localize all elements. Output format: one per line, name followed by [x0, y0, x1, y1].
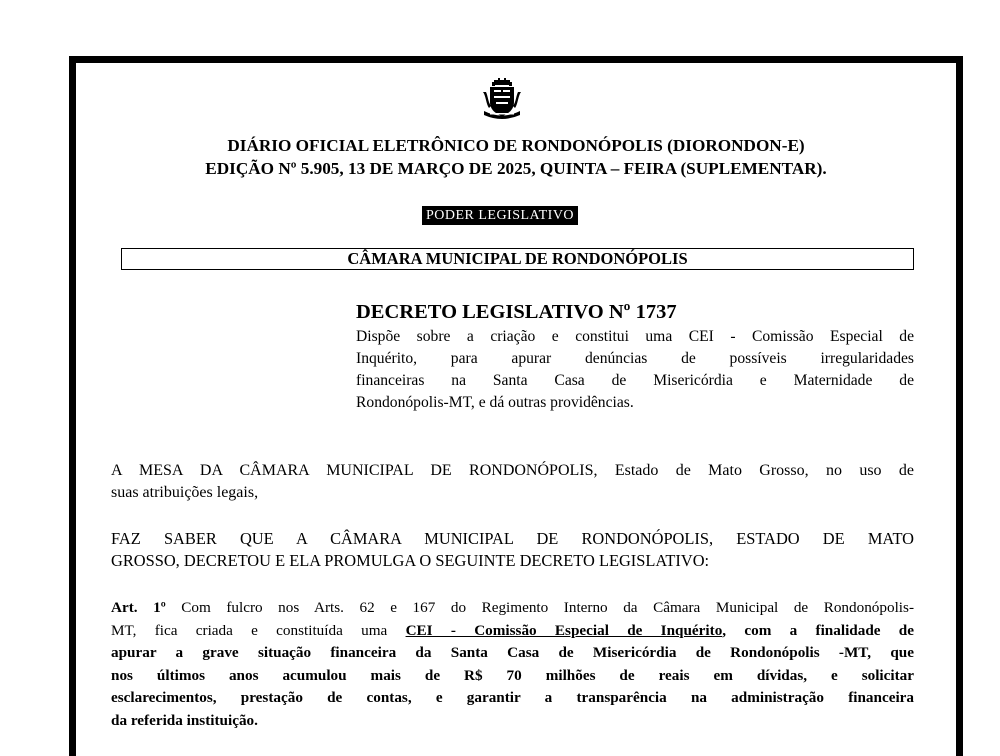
article-text: MT, fica criada e constituída uma — [111, 621, 406, 639]
article-line: esclarecimentos, prestação de contas, e garantir a transparência na administração financeira — [111, 689, 914, 706]
promulgation-paragraph — [111, 528, 914, 572]
chamber-heading: CÂMARA MUNICIPAL DE RONDONÓPOLIS — [121, 248, 914, 270]
preamble-paragraph — [111, 460, 914, 504]
summary-line: Inquérito, para apurar denúncias de possíveis irregularidades — [356, 350, 914, 367]
article-line — [111, 597, 914, 620]
article-line: da referida instituição. — [111, 711, 258, 729]
paragraph-line: GROSSO, DECRETOU E ELA PROMULGA O SEGUINTE DECRETO LEGISLATIVO: — [111, 551, 710, 570]
article-1 — [111, 597, 914, 732]
paragraph-line: A MESA DA CÂMARA MUNICIPAL DE RONDONÓPOLIS, Estado de Mato Grosso, no uso de — [111, 462, 914, 479]
section-badge: PODER LEGISLATIVO — [422, 206, 578, 225]
decree-summary — [356, 326, 914, 414]
article-line — [111, 620, 914, 643]
article-text: , com a finalidade de — [722, 621, 914, 639]
municipal-coat-of-arms-icon — [480, 78, 524, 122]
paragraph-line: suas atribuições legais, — [111, 484, 259, 501]
summary-line: financeiras na Santa Casa de Misericórdia e Maternidade de — [356, 372, 914, 389]
edition-line: EDIÇÃO Nº 5.905, 13 DE MARÇO DE 2025, QUINTA – FEIRA (SUPLEMENTAR). — [205, 159, 827, 178]
paragraph-line: FAZ SABER QUE A CÂMARA MUNICIPAL DE RONDONÓPOLIS, ESTADO DE MATO — [111, 529, 914, 548]
article-line: nos últimos anos acumulou mais de R$ 70 milhões de reais em dívidas, e solicitar — [111, 666, 914, 684]
article-label: Art. 1º — [111, 599, 166, 616]
summary-line: Rondonópolis-MT, e dá outras providências. — [356, 394, 634, 411]
summary-line: Dispõe sobre a criação e constitui uma CEI - Comissão Especial de — [356, 328, 914, 345]
section-badge-container — [0, 206, 1000, 225]
decree-title: DECRETO LEGISLATIVO Nº 1737 — [356, 301, 677, 323]
article-text: Com fulcro nos Arts. 62 e 167 do Regimento Interno da Câmara Municipal de Rondonópolis- — [165, 599, 914, 616]
article-line: apurar a grave situação financeira da Santa Casa de Misericórdia de Rondonópolis -MT, que — [111, 644, 914, 661]
commission-name: CEI - Comissão Especial de Inquérito — [405, 621, 723, 639]
gazette-title: DIÁRIO OFICIAL ELETRÔNICO DE RONDONÓPOLIS (DIORONDON-E) — [227, 136, 805, 155]
